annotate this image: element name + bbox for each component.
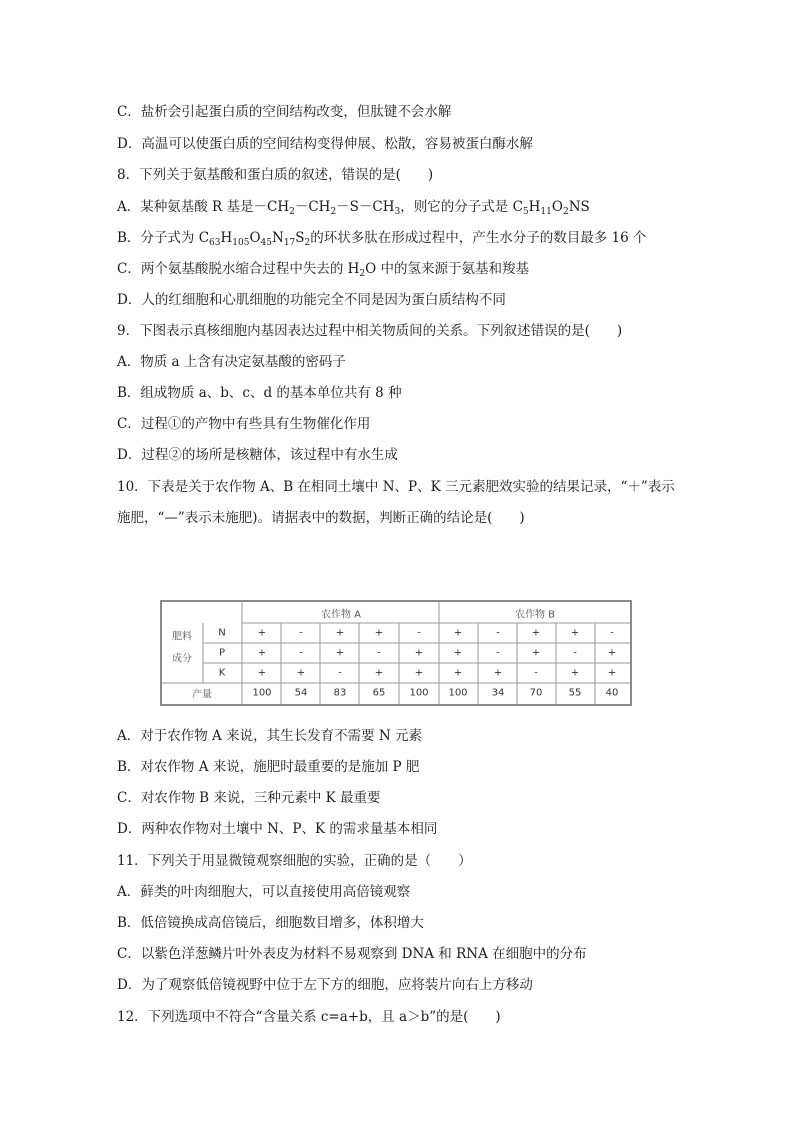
q7-option-c: C．盐析会引起蛋白质的空间结构改变，但肽键不会水解 <box>117 104 452 120</box>
cell-p-5: + <box>414 647 424 659</box>
cell-p-2: - <box>299 647 303 659</box>
row-label-yield: 产量 <box>192 689 212 701</box>
q9-option-b: B．组成物质 a、b、c、d 的基本单位共有 8 种 <box>117 385 402 401</box>
cell-p-9: - <box>573 647 577 659</box>
q10-option-d: D．两种农作物对土壤中 N、P、K 的需求量基本相同 <box>117 821 438 837</box>
q9-option-a: A．物质 a 上含有决定氨基酸的密码子 <box>117 354 346 370</box>
cell-p-7: - <box>496 647 500 659</box>
q11-option-c: C．以紫色洋葱鳞片叶外表皮为材料不易观察到 DNA 和 RNA 在细胞中的分布 <box>117 946 587 962</box>
cell-n-9: + <box>570 627 580 639</box>
q10-option-c: C．对农作物 B 来说，三种元素中 K 最重要 <box>117 790 381 806</box>
q10-stem-line1: 10．下表是关于农作物 A、B 在相同土壤中 N、P、K 三元素肥效实验的结果记录，“＋”表示 <box>117 479 675 495</box>
cell-n-6: + <box>453 627 463 639</box>
cell-yield-9: 55 <box>568 687 582 699</box>
cell-p-3: + <box>335 647 345 659</box>
q11-option-b: B．低倍镜换成高倍镜后，细胞数目增多，体积增大 <box>117 915 424 931</box>
q10-option-b: B．对农作物 A 来说，施肥时最重要的是施加 P 肥 <box>117 759 420 775</box>
q8-option-b: B．分子式为 $C_{63}H_{105}O_{45}N_{17}S_2$的环状多肽在形成过程中，产生水分子的数目最多 16 个 <box>117 230 647 248</box>
cell-yield-4: 65 <box>372 687 386 699</box>
q10-stem-line2: 施肥，“—”表示未施肥)。请据表中的数据，判断正确的结论是( ) <box>117 510 525 526</box>
cell-n-1: + <box>257 627 267 639</box>
cell-n-2: - <box>299 627 303 639</box>
cell-yield-8: 70 <box>529 687 543 699</box>
row-label-p: P <box>218 647 226 659</box>
cell-k-5: + <box>414 667 424 679</box>
cell-k-10: + <box>607 667 617 679</box>
cell-k-1: + <box>257 667 267 679</box>
q8-option-a: A．某种氨基酸 R 基是$-CH_2-CH_2-S-CH_3$，则它的分子式是 $C_5H_{11}O_2NS$ <box>117 199 590 217</box>
q10-option-a: A．对于农作物 A 来说，其生长发育不需要 N 元素 <box>117 728 422 744</box>
q11-option-d: D．为了观察低倍镜视野中位于左下方的细胞，应将装片向右上方移动 <box>117 977 533 993</box>
cell-p-4: - <box>377 647 381 659</box>
cell-k-7: + <box>493 667 503 679</box>
q9-option-c: C．过程①的产物中有些具有生物催化作用 <box>117 416 371 432</box>
q8-option-d: D．人的红细胞和心肌细胞的功能完全不同是因为蛋白质结构不同 <box>117 292 506 308</box>
cell-yield-10: 40 <box>605 687 619 699</box>
cell-yield-7: 34 <box>491 687 505 699</box>
cell-n-8: + <box>531 627 541 639</box>
row-label-n: N <box>218 627 226 639</box>
q7-option-d: D．高温可以使蛋白质的空间结构变得伸展、松散，容易被蛋白酶水解 <box>117 136 533 152</box>
q11-stem: 11．下列关于用显微镜观察细胞的实验，正确的是（ ） <box>117 853 472 869</box>
cell-k-9: + <box>570 667 580 679</box>
q12-stem: 12．下列选项中不符合“含量关系 c=a+b，且 a＞b”的是( ) <box>117 1009 501 1025</box>
cell-n-4: + <box>374 627 384 639</box>
cell-p-6: + <box>453 647 463 659</box>
q8-option-c: C．两个氨基酸脱水缩合过程中失去的 $H_2O$ 中的氢来源于氨基和羧基 <box>117 261 529 279</box>
fertilizer-table <box>160 600 632 706</box>
label-fertilizer-2: 成分 <box>172 653 192 665</box>
cell-n-3: + <box>335 627 345 639</box>
cell-n-7: - <box>496 627 500 639</box>
table-grid-lines <box>162 602 630 704</box>
q9-option-d: D．过程②的场所是核糖体，该过程中有水生成 <box>117 447 398 463</box>
header-crop-a: 农作物 A <box>320 609 362 621</box>
q9-stem: 9．下图表示真核细胞内基因表达过程中相关物质间的关系。下列叙述错误的是( ) <box>117 323 623 339</box>
cell-k-8: - <box>534 667 538 679</box>
cell-n-10: - <box>610 627 614 639</box>
cell-k-2: + <box>296 667 306 679</box>
cell-n-5: - <box>417 627 421 639</box>
header-crop-b: 农作物 B <box>514 609 556 621</box>
cell-p-1: + <box>257 647 267 659</box>
cell-p-10: + <box>607 647 617 659</box>
cell-k-4: + <box>374 667 384 679</box>
cell-yield-2: 54 <box>294 687 308 699</box>
q11-option-a: A．藓类的叶肉细胞大，可以直接使用高倍镜观察 <box>117 884 411 900</box>
cell-p-8: + <box>531 647 541 659</box>
cell-yield-3: 83 <box>333 687 347 699</box>
cell-k-6: + <box>453 667 463 679</box>
cell-yield-1: 100 <box>252 687 272 699</box>
row-label-k: K <box>218 667 226 679</box>
label-fertilizer-1: 肥料 <box>172 631 192 643</box>
cell-k-3: - <box>338 667 342 679</box>
cell-yield-5: 100 <box>409 687 429 699</box>
cell-yield-6: 100 <box>448 687 468 699</box>
q8-stem: 8．下列关于氨基酸和蛋白质的叙述，错误的是( ) <box>117 167 434 183</box>
